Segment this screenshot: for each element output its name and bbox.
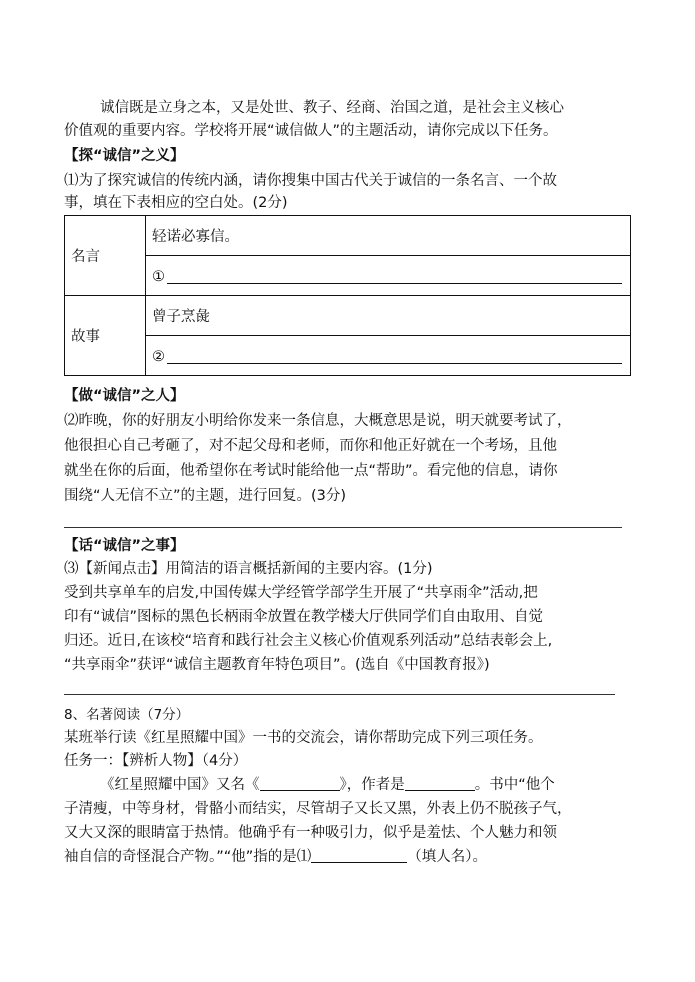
- section-heading-practice: 【做“诚信”之人】: [64, 388, 185, 404]
- blank-marker-2: ②: [152, 348, 165, 365]
- question-2-line-4: 围绕“人无信不立”的主题，进行回复。(3分): [64, 488, 347, 504]
- table-label-story: 故事: [65, 296, 146, 376]
- question-1-line-2: 事，填在下表相应的空白处。(2分): [64, 195, 288, 211]
- answer-line-q3[interactable]: [64, 694, 615, 695]
- question-3-line-1: ⑶【新闻点击】用简洁的语言概括新闻的主要内容。(1分): [64, 561, 433, 577]
- question-2-line-3: 就坐在你的后面，他希望你在考试时能给他一点“帮助”。看完他的信息，请你: [64, 463, 558, 479]
- news-line-2: 印有“诚信”图标的黑色长柄雨伞放置在教学楼大厅供同学们自由取用、自觉: [64, 609, 544, 625]
- blank-person-name[interactable]: [311, 846, 407, 863]
- answer-blank-2[interactable]: [167, 347, 622, 364]
- table-row: [65, 336, 631, 376]
- news-line-1: 受到共享单车的启发,中国传媒大学经管学部学生开展了“共享雨伞”活动,把: [64, 585, 538, 601]
- task-1-text-a: 《红星照耀中国》又名《: [100, 777, 260, 793]
- table-row: [65, 256, 631, 296]
- table-cell-motto-given: 轻诺必寡信。: [146, 216, 631, 256]
- section-heading-classics: 8、名著阅读（7分）: [64, 707, 190, 723]
- section-heading-explore: 【探“诚信”之义】: [64, 148, 185, 164]
- task-1-text-e: （填人名）。: [407, 849, 488, 865]
- blank-alt-title[interactable]: [260, 774, 340, 791]
- table-label-motto: 名言: [65, 216, 146, 296]
- classics-intro-line: 某班举行读《红星照耀中国》一书的交流会，请你帮助完成下列三项任务。: [64, 730, 543, 746]
- task-1-label: 任务一：【辨析人物】（4分）: [64, 753, 248, 769]
- blank-marker-1: ①: [152, 268, 165, 285]
- task-1-text-c: 。书中“他个: [474, 777, 555, 793]
- table-row: [65, 296, 631, 336]
- table-cell-story-answer[interactable]: [146, 336, 631, 376]
- integrity-table: [64, 215, 631, 376]
- table-cell-story-given: 曾子烹彘: [146, 296, 631, 336]
- answer-line-q2[interactable]: [64, 527, 622, 528]
- question-2-line-2: 他很担心自己考砸了，对不起父母和老师，而你和他正好就在一个考场，且他: [64, 438, 557, 454]
- task-1-line-3: 又大又深的眼睛富于热情。他确乎有一种吸引力，似乎是羞怯、个人魅力和领: [64, 825, 557, 841]
- task-1-text-d: 袖自信的奇怪混合产物。”“他”指的是⑴: [64, 849, 312, 865]
- task-1-line-4: [64, 846, 630, 868]
- task-1-line-2: 子清瘦，中等身材，骨骼小而结实，尽管胡子又长又黑，外表上仍不脱孩子气，: [64, 801, 572, 817]
- news-line-3: 归还。近日,在该校“培育和践行社会主义核心价值观系列活动”总结表彰会上,: [64, 633, 553, 649]
- news-line-4: “共享雨伞”获评“诚信主题教育年特色项目”。(选自《中国教育报》): [64, 657, 490, 673]
- section-heading-story: 【话“诚信”之事】: [64, 538, 185, 554]
- question-1-line-1: ⑴为了探究诚信的传统内涵，请你搜集中国古代关于诚信的一条名言、一个故: [64, 173, 557, 189]
- task-1-text-b: 》，作者是: [339, 777, 405, 793]
- table-cell-motto-answer[interactable]: [146, 256, 631, 296]
- task-1-line-1: [100, 774, 630, 796]
- intro-line-2: 价值观的重要内容。学校将开展“诚信做人”的主题活动，请你完成以下任务。: [64, 123, 558, 139]
- intro-line-1: 诚信既是立身之本，又是处世、教子、经商、治国之道，是社会主义核心: [100, 100, 564, 116]
- table-row: [65, 216, 631, 256]
- answer-blank-1[interactable]: [167, 267, 622, 284]
- question-2-line-1: ⑵昨晚，你的好朋友小明给你发来一条信息，大概意思是说，明天就要考试了，: [64, 413, 572, 429]
- blank-author[interactable]: [405, 774, 475, 791]
